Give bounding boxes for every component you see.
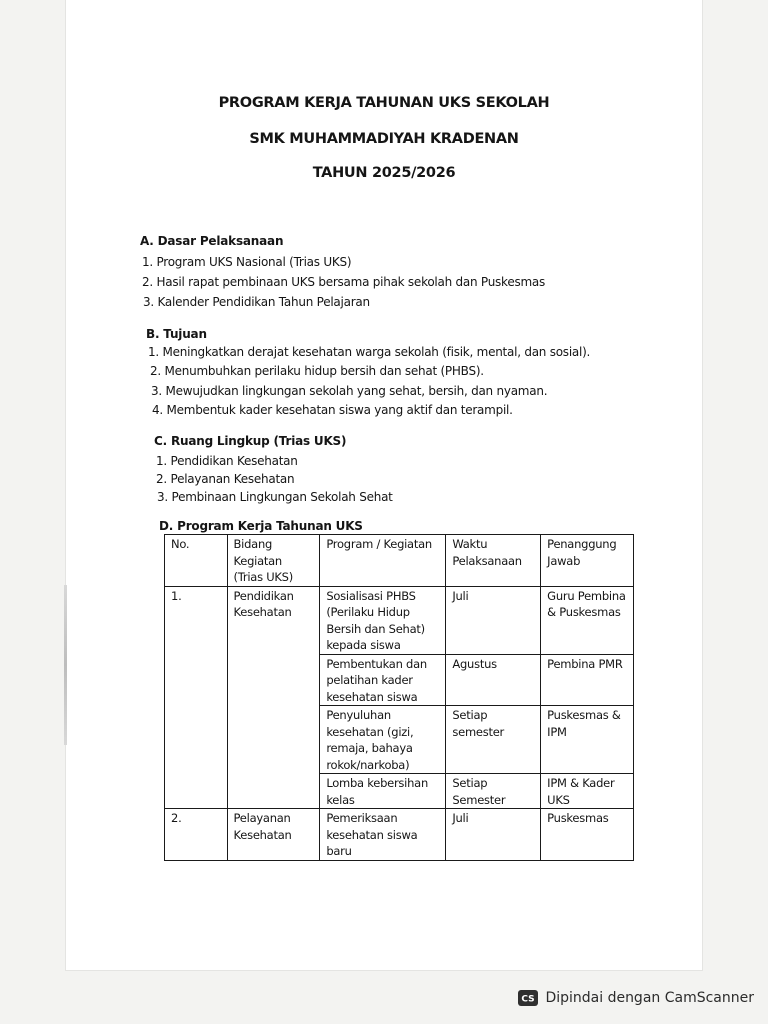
program-table	[164, 534, 634, 861]
table-row	[165, 809, 634, 861]
academic-year: TAHUN 2025/2026	[312, 165, 456, 181]
cell-bidang: Pendidikan Kesehatan	[227, 586, 320, 809]
school-name: SMK MUHAMMADIYAH KRADENAN	[249, 131, 519, 147]
section-c-item: 3. Pembinaan Lingkungan Sekolah Sehat	[157, 490, 393, 504]
camscanner-logo-icon	[518, 990, 538, 1006]
col-header-program: Program / Kegiatan	[320, 535, 446, 587]
cell-no: 1.	[165, 586, 228, 809]
col-header-no: No.	[165, 535, 228, 587]
camscanner-watermark	[518, 985, 754, 1011]
page-edge-shadow	[64, 585, 67, 745]
section-b-heading: B. Tujuan	[146, 327, 207, 341]
cell-waktu: Setiap semester	[446, 706, 541, 774]
cell-program: Sosialisasi PHBS (Perilaku Hidup Bersih dan Sehat) kepada siswa	[320, 586, 446, 654]
col-header-penanggung-jawab: Penanggung Jawab	[541, 535, 634, 587]
section-a-item: 3. Kalender Pendidikan Tahun Pelajaran	[143, 295, 370, 309]
cell-waktu: Setiap Semester	[446, 774, 541, 809]
section-c-item: 2. Pelayanan Kesehatan	[156, 472, 295, 486]
table-header-row	[165, 535, 634, 587]
table-row	[165, 586, 634, 654]
cell-penanggung-jawab: Puskesmas & IPM	[541, 706, 634, 774]
cell-bidang: Pelayanan Kesehatan	[227, 809, 320, 861]
section-b-item: 3. Mewujudkan lingkungan sekolah yang sehat, bersih, dan nyaman.	[151, 384, 548, 398]
section-a-item: 2. Hasil rapat pembinaan UKS bersama pihak sekolah dan Puskesmas	[142, 275, 546, 289]
col-header-waktu: Waktu Pelaksanaan	[446, 535, 541, 587]
section-c-heading: C. Ruang Lingkup (Trias UKS)	[154, 434, 347, 448]
document-title: PROGRAM KERJA TAHUNAN UKS SEKOLAH	[218, 95, 550, 111]
cell-program: Penyuluhan kesehatan (gizi, remaja, bahaya rokok/narkoba)	[320, 706, 446, 774]
section-b-item: 2. Menumbuhkan perilaku hidup bersih dan sehat (PHBS).	[150, 364, 484, 378]
camscanner-label: Dipindai dengan CamScanner	[545, 990, 754, 1006]
col-header-bidang: Bidang Kegiatan (Trias UKS)	[227, 535, 320, 587]
cell-penanggung-jawab: Pembina PMR	[541, 654, 634, 706]
cell-waktu: Juli	[446, 809, 541, 861]
camscanner-logo-glyph	[520, 993, 536, 1003]
cell-penanggung-jawab: Puskesmas	[541, 809, 634, 861]
section-b-item: 1. Meningkatkan derajat kesehatan warga sekolah (fisik, mental, dan sosial).	[148, 345, 591, 359]
cell-program: Lomba kebersihan kelas	[320, 774, 446, 809]
cell-penanggung-jawab: Guru Pembina & Puskesmas	[541, 586, 634, 654]
section-d-heading: D. Program Kerja Tahunan UKS	[159, 519, 363, 533]
section-b-item: 4. Membentuk kader kesehatan siswa yang aktif dan terampil.	[152, 403, 513, 417]
cell-program: Pembentukan dan pelatihan kader kesehatan siswa	[320, 654, 446, 706]
section-a-heading: A. Dasar Pelaksanaan	[140, 234, 284, 248]
cell-program: Pemeriksaan kesehatan siswa baru	[320, 809, 446, 861]
cell-no: 2.	[165, 809, 228, 861]
section-c-item: 1. Pendidikan Kesehatan	[156, 454, 298, 468]
camscanner-logo-text: CS	[521, 994, 536, 1003]
cell-waktu: Juli	[446, 586, 541, 654]
cell-penanggung-jawab: IPM & Kader UKS	[541, 774, 634, 809]
section-a-item: 1. Program UKS Nasional (Trias UKS)	[142, 255, 352, 269]
cell-waktu: Agustus	[446, 654, 541, 706]
